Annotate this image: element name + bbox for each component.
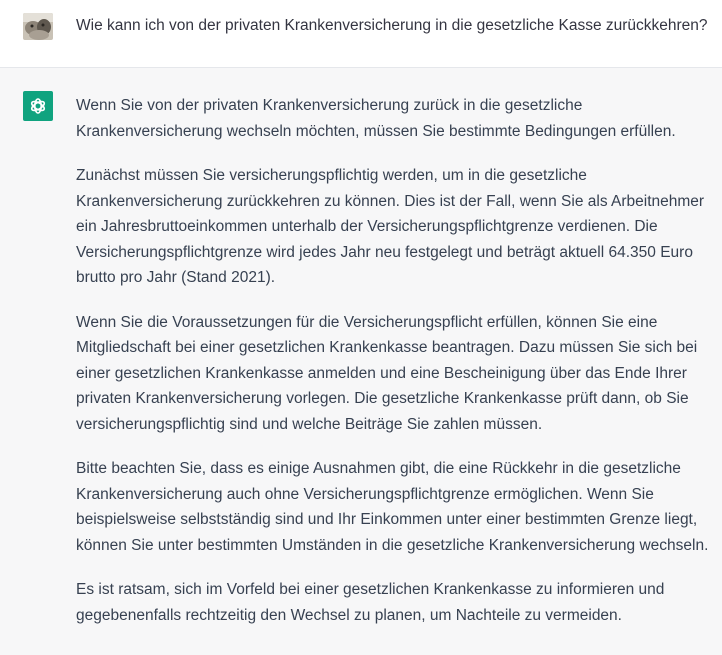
openai-logo-icon	[28, 96, 48, 116]
answer-paragraph: Bitte beachten Sie, dass es einige Ausnahmen gibt, die eine Rückkehr in die gesetzliche Krankenversicherung auch ohne Versicherungspflichtgrenze ermöglichen. Wenn Sie beispielsweise selbstständig sind und Ihr Einkommen unter einer bestimmten Grenze liegt, können Sie unter bestimmten Umständen in die gesetzliche Krankenversicherung wechseln.	[76, 460, 709, 554]
assistant-message	[0, 68, 722, 655]
answer-paragraph: Zunächst müssen Sie versicherungspflichtig werden, um in die gesetzliche Krankenversicherung zurückkehren zu können. Dies ist der Fall, wenn Sie als Arbeitnehmer ein Jahresbruttoeinkommen unterhalb der Versicherungspflichtgrenze verdienen. Die Versicherungspflichtgrenze wird jedes Jahr neu festgelegt und beträgt aktuell 64.350 Euro brutto pro Jahr (Stand 2021).	[76, 167, 705, 286]
answer-paragraph: Wenn Sie von der privaten Krankenversicherung zurück in die gesetzliche Krankenversicherung wechseln möchten, müssen Sie bestimmte Bedingungen erfüllen.	[76, 97, 676, 140]
user-message	[0, 0, 722, 68]
user-message-text: Wie kann ich von der privaten Krankenversicherung in die gesetzliche Kasse zurückkehren?	[76, 17, 708, 34]
assistant-answer	[76, 93, 720, 647]
user-avatar-photo-icon	[23, 13, 53, 40]
answer-paragraph: Wenn Sie die Voraussetzungen für die Versicherungspflicht erfüllen, können Sie eine Mitgliedschaft bei einer gesetzlichen Krankenkasse beantragen. Dazu müssen Sie sich bei einer gesetzlichen Krankenkasse anmelden und eine Bescheinigung über das Ende Ihrer privaten Krankenversicherung vorlegen. Die gesetzliche Krankenkasse prüft dann, ob Sie versicherungspflichtig sind und welche Beiträge Sie zahlen müssen.	[76, 313, 698, 433]
assistant-avatar	[23, 91, 53, 121]
user-avatar	[23, 13, 53, 40]
answer-paragraph: Es ist ratsam, sich im Vorfeld bei einer gesetzlichen Krankenkasse zu informieren und gegebenenfalls rechtzeitig den Wechsel zu planen, um Nachteile zu vermeiden.	[76, 581, 665, 624]
